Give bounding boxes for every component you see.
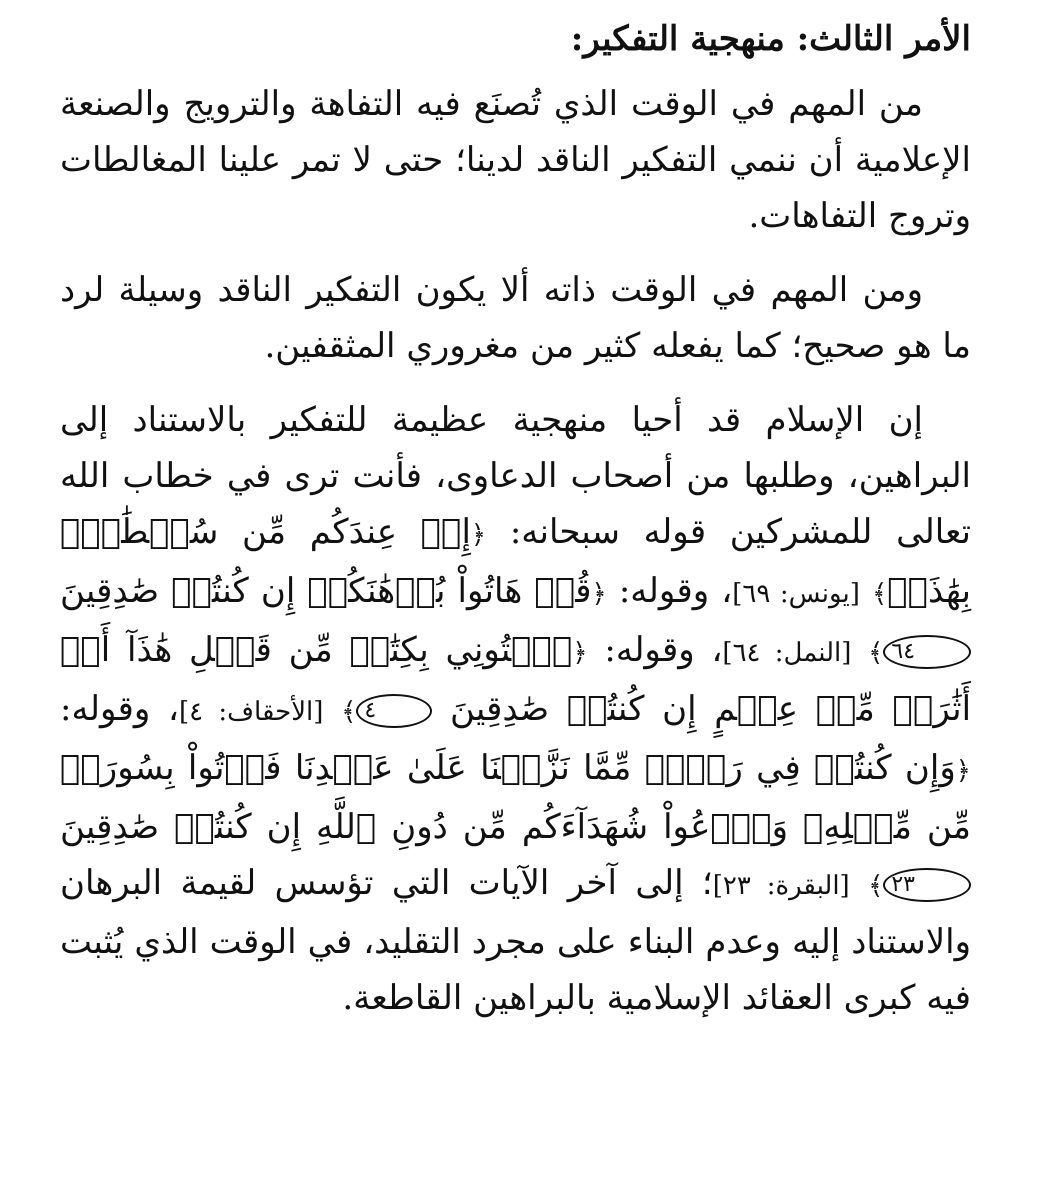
ref-1: [يونس: ٦٩] xyxy=(732,579,860,609)
ayah-number-3: ٤ xyxy=(356,694,432,728)
ref-4: [البقرة: ٢٣] xyxy=(712,871,850,901)
ayah-1: إِنۡ عِندَكُم مِّن سُلۡطَٰنِۭ بِهَٰذَآۚ xyxy=(60,512,971,611)
connector-1: ، وقوله: xyxy=(618,571,733,611)
quran-open-bracket: ﴿ xyxy=(470,520,487,550)
quran-close-bracket: ﴾ xyxy=(868,871,884,901)
ayah-number-2: ٦٤ xyxy=(883,635,971,669)
paragraph-1: من المهم في الوقت الذي تُصنَع فيه التفاهة والترويج والصنعة الإعلامية أن ننمي التفكير الناقد لدينا؛ حتى لا تمر علينا المغالطات وتروج التفاهات. xyxy=(60,84,971,236)
quran-close-bracket: ﴾ xyxy=(341,697,357,727)
quran-open-bracket: ﴿ xyxy=(572,638,588,668)
paragraph-3-outro: ؛ إلى آخر الآيات التي تؤسس لقيمة البرهان والاستناد إليه وعدم البناء على مجرد التقليد، في الوقت الذي يُثبت فيه كبرى العقائد الإسلامية بالبراهين القاطعة. xyxy=(60,863,971,1018)
ayah-4: وَإِن كُنتُمۡ فِي رَيۡبٖ مِّمَّا نَزَّلۡنَا عَلَىٰ عَبۡدِنَا فَأۡتُواْ بِسُورَةٖ مِّن مِّثۡلِهِۦ وَٱدۡعُواْ شُهَدَآءَكُم مِّن دُونِ ٱللَّهِ إِن كُنتُمۡ صَٰدِقِينَ xyxy=(60,748,971,847)
ref-2: [النمل: ٦٤] xyxy=(722,638,852,668)
ayah-number-4: ٢٣ xyxy=(883,868,971,902)
quran-close-bracket: ﴾ xyxy=(868,638,884,668)
quran-open-bracket: ﴿ xyxy=(955,756,971,786)
paragraph-3-intro: إن الإسلام قد أحيا منهجية عظيمة للتفكير بالاستناد إلى البراهين، وطلبها من أصحاب الدعاوى، فأنت ترى في خطاب الله تعالى للمشركين قوله سبحانه: xyxy=(60,400,971,552)
quran-close-bracket: ﴾ xyxy=(871,579,888,609)
ref-3: [الأحقاف: ٤] xyxy=(179,697,324,727)
quran-open-bracket: ﴿ xyxy=(591,579,607,609)
section-heading: الأمر الثالث: منهجية التفكير: xyxy=(570,19,971,59)
paragraph-2: ومن المهم في الوقت ذاته ألا يكون التفكير الناقد وسيلة لرد ما هو صحيح؛ كما يفعله كثير من مغروري المثقفين. xyxy=(60,270,971,366)
ayah-2: قُلۡ هَاتُواْ بُرۡهَٰنَكُمۡ إِن كُنتُمۡ صَٰدِقِينَ xyxy=(60,571,592,611)
connector-2: ، وقوله: xyxy=(604,630,723,670)
ayah-3: ٱئۡتُونِي بِكِتَٰبٖ مِّن قَبۡلِ هَٰذَآ أَوۡ أَثَٰرَةٖ مِّنۡ عِلۡمٍ إِن كُنتُمۡ صَٰدِقِينَ xyxy=(60,630,972,729)
connector-3: ، وقوله: xyxy=(60,689,180,729)
paragraph-3 xyxy=(60,392,971,1026)
